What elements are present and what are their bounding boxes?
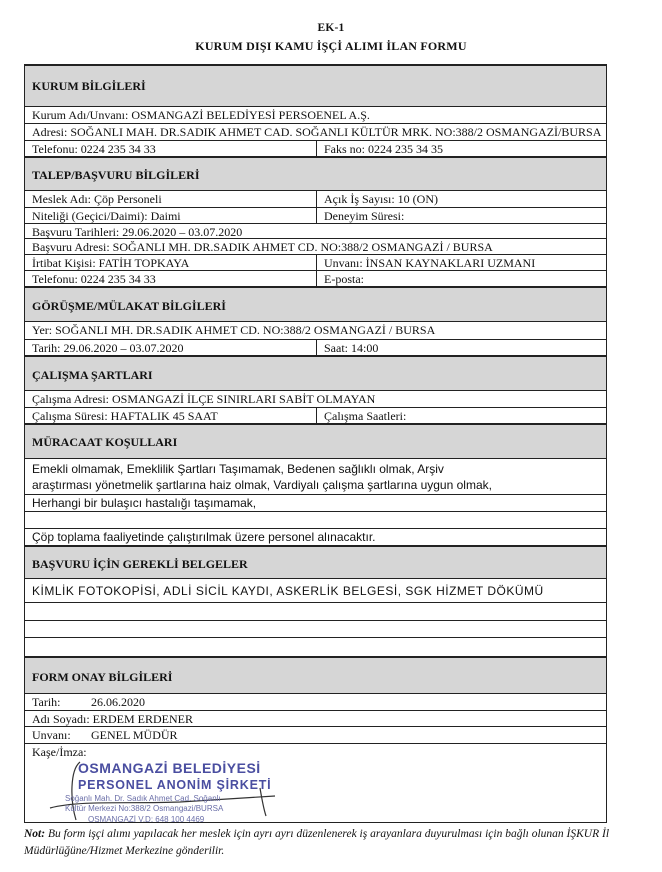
divider — [316, 271, 317, 286]
row-muracaat-blank — [25, 512, 606, 529]
section-muracaat — [25, 424, 606, 459]
muracaat-line: araştırması yönetmelik şartlarına haiz olmak, Vardiyalı çalışma şartlarına uygun olmak, — [32, 478, 492, 492]
row-kurum-telefon — [25, 141, 606, 157]
kurum-adres: Adresi: SOĞANLI MAH. DR.SADIK AHMET CAD. SOĞANLI KÜLTÜR MRK. NO:388/2 OSMANGAZİ/BURSA — [32, 125, 602, 139]
kurum-telefon: Telefonu: 0224 235 34 33 — [32, 142, 156, 156]
muracaat-line: Çöp toplama faaliyetinde çalıştırılmak üzere personel alınacaktır. — [32, 530, 376, 544]
section-title: MÜRACAAT KOŞULLARI — [32, 435, 178, 449]
stamp-line: PERSONEL ANONİM ŞİRKETİ — [78, 778, 272, 792]
row-kurum-adres — [25, 124, 606, 141]
gorusme-saat: Saat: 14:00 — [324, 341, 379, 355]
onay-unvan-label: Unvanı: — [32, 728, 71, 742]
belgeler-line: KİMLİK FOTOKOPİSİ, ADLİ SİCİL KAYDI, ASKERLİK BELGESİ, SGK HİZMET DÖKÜMÜ — [32, 584, 544, 598]
section-onay — [25, 657, 606, 694]
divider — [316, 141, 317, 156]
divider — [316, 408, 317, 423]
section-title: KURUM BİLGİLERİ — [32, 79, 146, 93]
kurum-adi: Kurum Adı/Unvanı: OSMANGAZİ BELEDİYESİ PERSOENEL A.Ş. — [32, 108, 370, 122]
basvuru-tarihleri: Başvuru Tarihleri: 29.06.2020 – 03.07.2020 — [32, 225, 243, 239]
row-meslek — [25, 191, 606, 208]
row-kurum-adi — [25, 107, 606, 124]
section-talep — [25, 157, 606, 191]
row-calisma-adres — [25, 391, 606, 408]
section-calisma — [25, 356, 606, 391]
calisma-saatleri: Çalışma Saatleri: — [324, 409, 407, 423]
row-calisma-sure — [25, 408, 606, 424]
row-onay-unvan — [25, 727, 606, 744]
row-muracaat-3 — [25, 495, 606, 512]
stamp-line: Soğanlı Mah. Dr. Sadık Ahmet Cad. Soğanlı — [65, 794, 221, 803]
note-text: Bu form işçi alımı yapılacak her meslek için ayrı ayrı düzenlenerek iş arayanlara duyurulması için bağlı olunan İŞKUR İl Müdürlüğüne/Hizmet Merkezine gönderilir. — [24, 828, 610, 857]
row-belgeler-blank — [25, 603, 606, 621]
row-gorusme-yer — [25, 322, 606, 340]
divider — [316, 255, 317, 270]
gorusme-yer: Yer: SOĞANLI MH. DR.SADIK AHMET CD. NO:388/2 OSMANGAZİ / BURSA — [32, 323, 436, 337]
row-muracaat-2 — [25, 477, 606, 495]
form-frame — [24, 64, 607, 823]
section-title: BAŞVURU İÇİN GEREKLİ BELGELER — [32, 557, 248, 571]
form-title: KURUM DIŞI KAMU İŞÇİ ALIMI İLAN FORMU — [195, 39, 467, 53]
talep-telefon: Telefonu: 0224 235 34 33 — [32, 272, 156, 286]
row-basvuru-adresi — [25, 239, 606, 255]
talep-eposta: E-posta: — [324, 272, 364, 286]
onay-unvan: GENEL MÜDÜR — [91, 728, 178, 742]
onay-kase-imza: Kaşe/İmza: — [32, 745, 87, 759]
row-muracaat-4 — [25, 529, 606, 546]
row-gorusme-tarih — [25, 340, 606, 356]
divider — [316, 208, 317, 223]
irtibat-kisisi: İrtibat Kişisi: FATİH TOPKAYA — [32, 256, 190, 270]
gorusme-tarih: Tarih: 29.06.2020 – 03.07.2020 — [32, 341, 184, 355]
section-title: TALEP/BAŞVURU BİLGİLERİ — [32, 168, 200, 182]
section-belgeler — [25, 546, 606, 579]
calisma-adresi: Çalışma Adresi: OSMANGAZİ İLÇE SINIRLARI SABİT OLMAYAN — [32, 392, 376, 406]
onay-tarih: 26.06.2020 — [91, 695, 145, 709]
muracaat-line: Emekli olmamak, Emeklilik Şartları Taşımamak, Bedenen sağlıklı olmak, Arşiv — [32, 462, 444, 476]
irtibat-unvani: Unvanı: İNSAN KAYNAKLARI UZMANI — [324, 256, 536, 270]
row-belgeler-blank — [25, 621, 606, 638]
row-talep-telefon — [25, 271, 606, 287]
basvuru-adresi: Başvuru Adresi: SOĞANLI MH. DR.SADIK AHMET CD. NO:388/2 OSMANGAZİ / BURSA — [32, 240, 493, 254]
calisma-suresi: Çalışma Süresi: HAFTALIK 45 SAAT — [32, 409, 218, 423]
niteligi: Niteliği (Geçici/Daimi): Daimi — [32, 209, 181, 223]
onay-tarih-label: Tarih: — [32, 695, 61, 709]
divider — [316, 340, 317, 355]
form-code: EK-1 — [317, 22, 345, 34]
kurum-faks: Faks no: 0224 235 34 35 — [324, 142, 444, 156]
company-stamp — [40, 760, 280, 830]
onay-adi-soyadi: Adı Soyadı: ERDEM ERDENER — [32, 712, 193, 726]
footer-note — [24, 826, 624, 860]
section-title: ÇALIŞMA ŞARTLARI — [32, 368, 153, 382]
stamp-line: OSMANGAZİ BELEDİYESİ — [78, 760, 261, 776]
section-kurum — [25, 65, 606, 107]
note-label: Not: — [24, 828, 46, 840]
section-title: GÖRÜŞME/MÜLAKAT BİLGİLERİ — [32, 299, 226, 313]
muracaat-line: Herhangi bir bulaşıcı hastalığı taşımamak, — [32, 496, 257, 510]
stamp-line: Kültür Merkezi No:388/2 Osmangazi/BURSA — [65, 804, 224, 813]
row-niteligi — [25, 208, 606, 224]
section-title: FORM ONAY BİLGİLERİ — [32, 670, 173, 684]
row-onay-adi — [25, 711, 606, 727]
divider — [316, 191, 317, 207]
deneyim-suresi: Deneyim Süresi: — [324, 209, 405, 223]
row-onay-tarih — [25, 694, 606, 711]
row-muracaat-1 — [25, 459, 606, 477]
acik-is-sayisi: Açık İş Sayısı: 10 (ON) — [324, 192, 438, 206]
section-gorusme — [25, 287, 606, 322]
row-belgeler-1 — [25, 579, 606, 603]
stamp-line: OSMANGAZİ V.D: 648 100 4469 — [88, 815, 205, 824]
row-basvuru-tarihleri — [25, 224, 606, 239]
row-irtibat — [25, 255, 606, 271]
row-belgeler-blank — [25, 638, 606, 657]
meslek-adi: Meslek Adı: Çöp Personeli — [32, 192, 162, 206]
